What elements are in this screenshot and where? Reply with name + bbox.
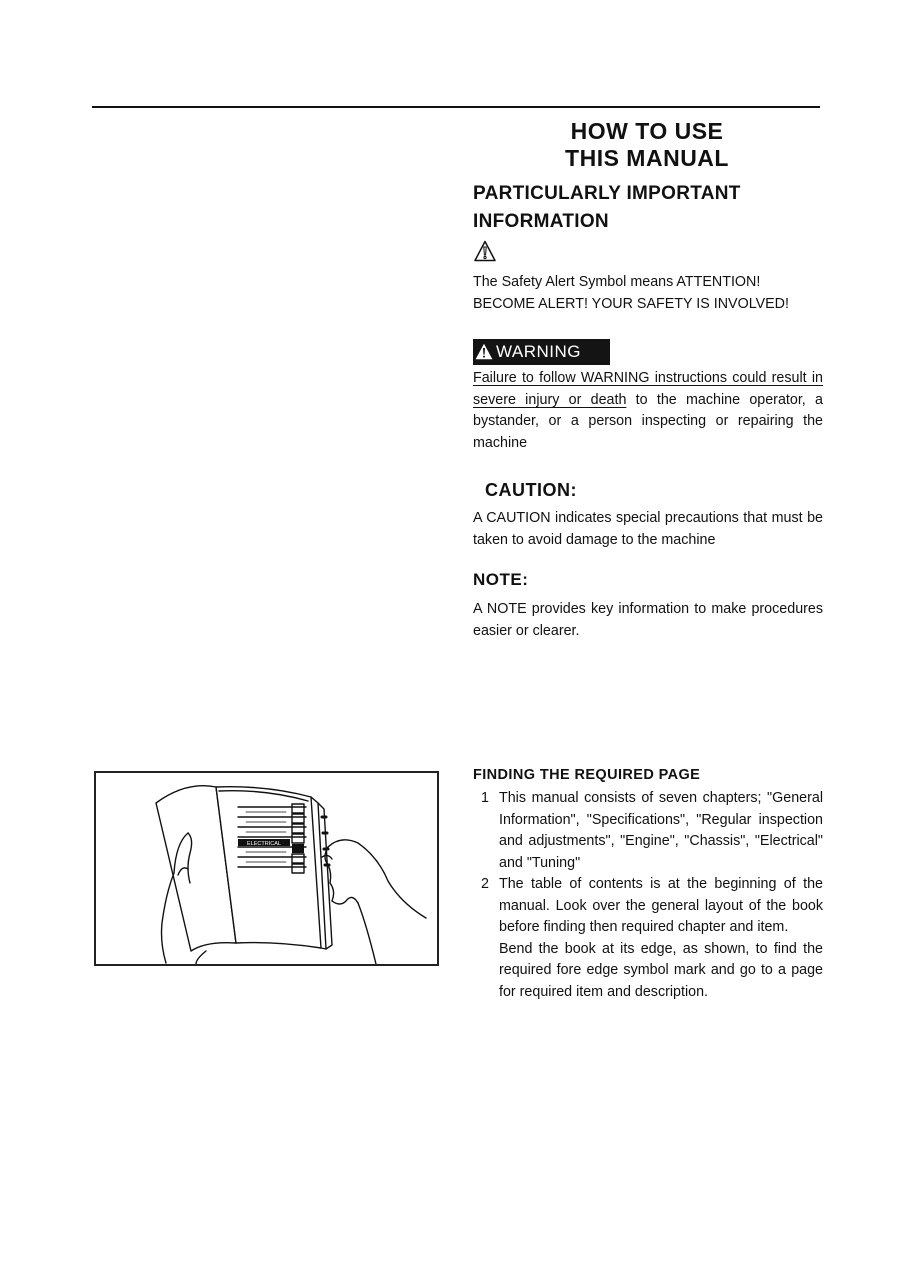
safety-alert-triangle-icon	[474, 240, 496, 262]
safety-alert-text: The Safety Alert Symbol means ATTENTION! BECOME ALERT! YOUR SAFETY IS INVOLVED!	[473, 274, 789, 312]
list-item-text: The table of contents is at the beginning of the manual. Look over the general layout of the book before finding then required chapter and item.	[499, 876, 823, 935]
list-item-text: This manual consists of seven chapters; "General Information", "Specifications", "Regular inspection and adjustments", "Engine", "Chassis", "Electrical" and "Tuning"	[499, 790, 823, 871]
warning-label: WARNING	[496, 342, 582, 361]
note-text: A NOTE provides key information to make procedures easier or clearer.	[473, 601, 823, 639]
header-rule	[92, 106, 820, 108]
page-title: HOW TO USE THIS MANUAL	[565, 118, 729, 171]
list-item-number: 2	[481, 876, 489, 892]
caution-text: A CAUTION indicates special precautions that must be taken to avoid damage to the machine	[473, 510, 823, 548]
hands-bending-manual-illustration	[96, 773, 437, 964]
finding-steps	[473, 788, 823, 1003]
warning-triangle-icon	[475, 343, 493, 360]
list-item	[473, 874, 823, 1003]
important-heading: PARTICULARLY IMPORTANT INFORMATION	[473, 183, 741, 232]
electrical-tab-label: ELECTRICAL	[247, 841, 281, 847]
finding-heading: FINDING THE REQUIRED PAGE	[473, 767, 701, 783]
list-item	[473, 788, 823, 874]
list-item-text-continued: Bend the book at its edge, as shown, to find the required fore edge symbol mark and go to a page for required item and description.	[499, 940, 823, 1000]
note-heading: NOTE:	[473, 570, 529, 589]
warning-text	[473, 368, 823, 454]
manual-figure	[94, 771, 439, 966]
warning-badge	[473, 339, 610, 365]
caution-heading: CAUTION:	[485, 480, 577, 500]
list-item-number: 1	[481, 790, 489, 806]
warning-text-emphasis: Failure to follow WARNING instructions could result in severe injury or death	[473, 370, 823, 408]
warning-text-rest: to the machine operator, a bystander, or a person inspecting or repairing the machine	[473, 391, 823, 451]
